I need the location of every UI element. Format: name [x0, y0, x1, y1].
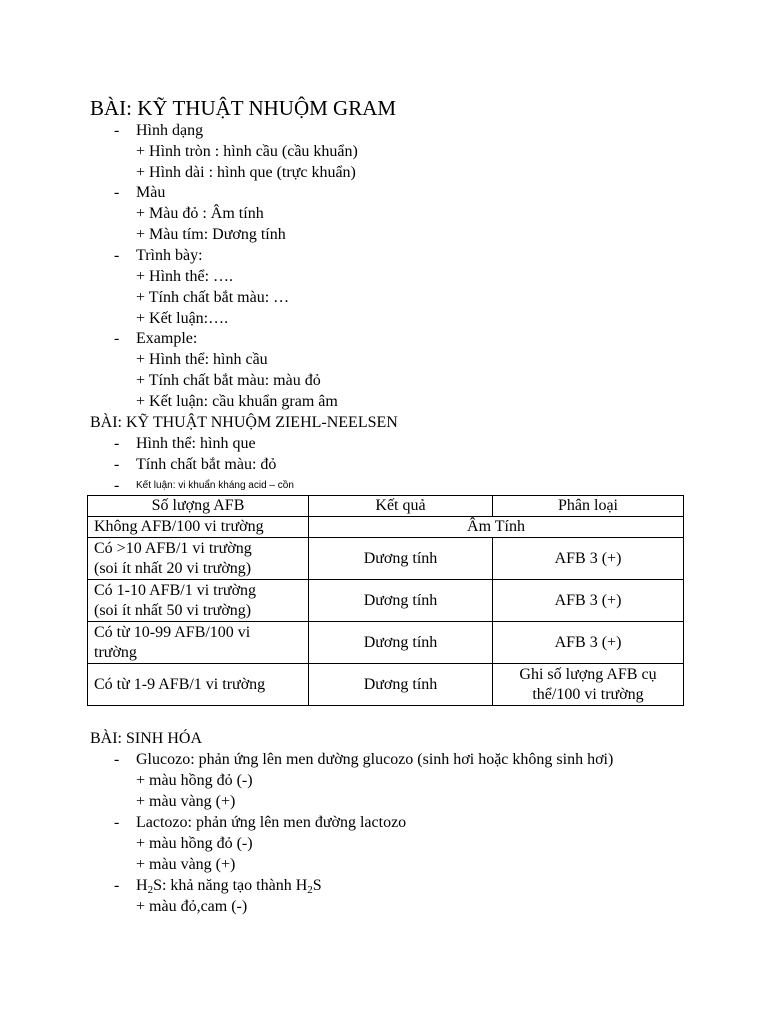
cell-count-line: Có >10 AFB/1 vi trường [94, 539, 252, 557]
h2s-prefix: H [136, 877, 148, 894]
table-header-row [88, 496, 684, 517]
gram-color-purple: + Màu tím: Dương tính [136, 226, 286, 243]
h2s-middle: S: khả năng tạo thành H [153, 877, 308, 894]
cell-class [493, 664, 684, 706]
gram-example-stain: + Tính chất bắt màu: màu đỏ [136, 372, 321, 389]
cell-count [88, 622, 309, 664]
bullet-dash: - [114, 122, 120, 139]
zn-stain: Tính chất bắt màu: đỏ [136, 456, 277, 473]
header-classification: Phân loại [493, 496, 684, 517]
bullet-dash: - [114, 435, 120, 452]
zn-conclusion: Kết luận: vi khuẩn kháng acid – cồn [136, 480, 294, 491]
biochem-glucose-pos: + màu vàng (+) [136, 793, 236, 810]
gram-shape-long: + Hình dài : hình que (trực khuẩn) [136, 164, 356, 181]
gram-present-label: Trình bày: [136, 247, 203, 264]
biochem-lactose-neg: + màu hồng đỏ (-) [136, 835, 253, 852]
biochem-lactose-pos: + màu vàng (+) [136, 856, 236, 873]
cell-count-line: Có 1-10 AFB/1 vi trường [94, 581, 257, 599]
gram-shape-round: + Hình tròn : hình cầu (cầu khuẩn) [136, 143, 358, 160]
gram-color-red: + Màu đỏ : Âm tính [136, 205, 264, 222]
cell-result: Dương tính [309, 664, 493, 706]
bullet-dash: - [114, 330, 120, 347]
biochem-h2s [136, 876, 322, 896]
bullet-dash: - [114, 751, 120, 768]
cell-class: AFB 3 (+) [493, 580, 684, 622]
table-row [88, 622, 684, 664]
bullet-dash: - [114, 877, 120, 894]
cell-count-line: (soi ít nhất 20 vi trường) [94, 559, 252, 577]
gram-shape-label: Hình dạng [136, 122, 204, 139]
cell-count-line: (soi ít nhất 50 vi trường) [94, 601, 252, 619]
biochem-glucose: Glucozo: phản ứng lên men dường glucozo (sinh hơi hoặc không sinh hơi) [136, 751, 614, 768]
gram-present-conclusion: + Kết luận:…. [136, 310, 229, 327]
bullet-dash: - [114, 456, 120, 473]
table-row [88, 538, 684, 580]
table-row [88, 580, 684, 622]
bullet-dash: - [114, 247, 120, 264]
biochem-lactose: Lactozo: phản ứng lên men đường lactozo [136, 814, 407, 831]
zn-title: BÀI: KỸ THUẬT NHUỘM ZIEHL-NEELSEN [90, 414, 398, 431]
cell-result: Dương tính [309, 622, 493, 664]
biochem-h2s-neg: + màu đỏ,cam (-) [136, 898, 248, 915]
afb-table [87, 495, 684, 706]
header-afb-count: Số lượng AFB [88, 496, 309, 517]
h2s-subscript: 2 [307, 884, 313, 896]
h2s-end: S [312, 877, 322, 894]
cell-count: Có từ 1-9 AFB/1 vi trường [88, 664, 309, 706]
cell-result: Dương tính [309, 538, 493, 580]
cell-result: Dương tính [309, 580, 493, 622]
cell-class-line: thể/100 vi trường [532, 685, 644, 703]
cell-merged-result: Âm Tính [309, 517, 684, 538]
cell-count: Không AFB/100 vi trường [88, 517, 309, 538]
cell-count [88, 538, 309, 580]
bullet-dash: - [114, 814, 120, 831]
bullet-dash: - [114, 477, 120, 494]
table-row [88, 517, 684, 538]
biochem-title: BÀI: SINH HÓA [90, 730, 202, 747]
cell-count [88, 580, 309, 622]
bullet-dash: - [114, 184, 120, 201]
h2s-subscript: 2 [147, 884, 154, 896]
cell-class: AFB 3 (+) [493, 538, 684, 580]
table-row [88, 664, 684, 706]
biochem-glucose-neg: + màu hồng đỏ (-) [136, 772, 253, 789]
gram-title: BÀI: KỸ THUẬT NHUỘM GRAM [90, 96, 397, 120]
header-result: Kết quả [309, 496, 493, 517]
cell-count-line: Có từ 10-99 AFB/100 vi [94, 623, 251, 641]
zn-shape: Hình thể: hình que [136, 435, 256, 452]
gram-color-label: Màu [136, 184, 166, 201]
cell-class-line: Ghi số lượng AFB cụ [519, 665, 657, 683]
gram-example-shape: + Hình thể: hình cầu [136, 351, 268, 368]
gram-example-label: Example: [136, 330, 198, 347]
cell-count-line: trường [94, 643, 137, 661]
gram-example-conclusion: + Kết luận: cầu khuẩn gram âm [136, 393, 338, 410]
gram-present-stain: + Tính chất bắt màu: … [136, 289, 290, 306]
gram-present-shape: + Hình thể: …. [136, 268, 234, 285]
cell-class: AFB 3 (+) [493, 622, 684, 664]
